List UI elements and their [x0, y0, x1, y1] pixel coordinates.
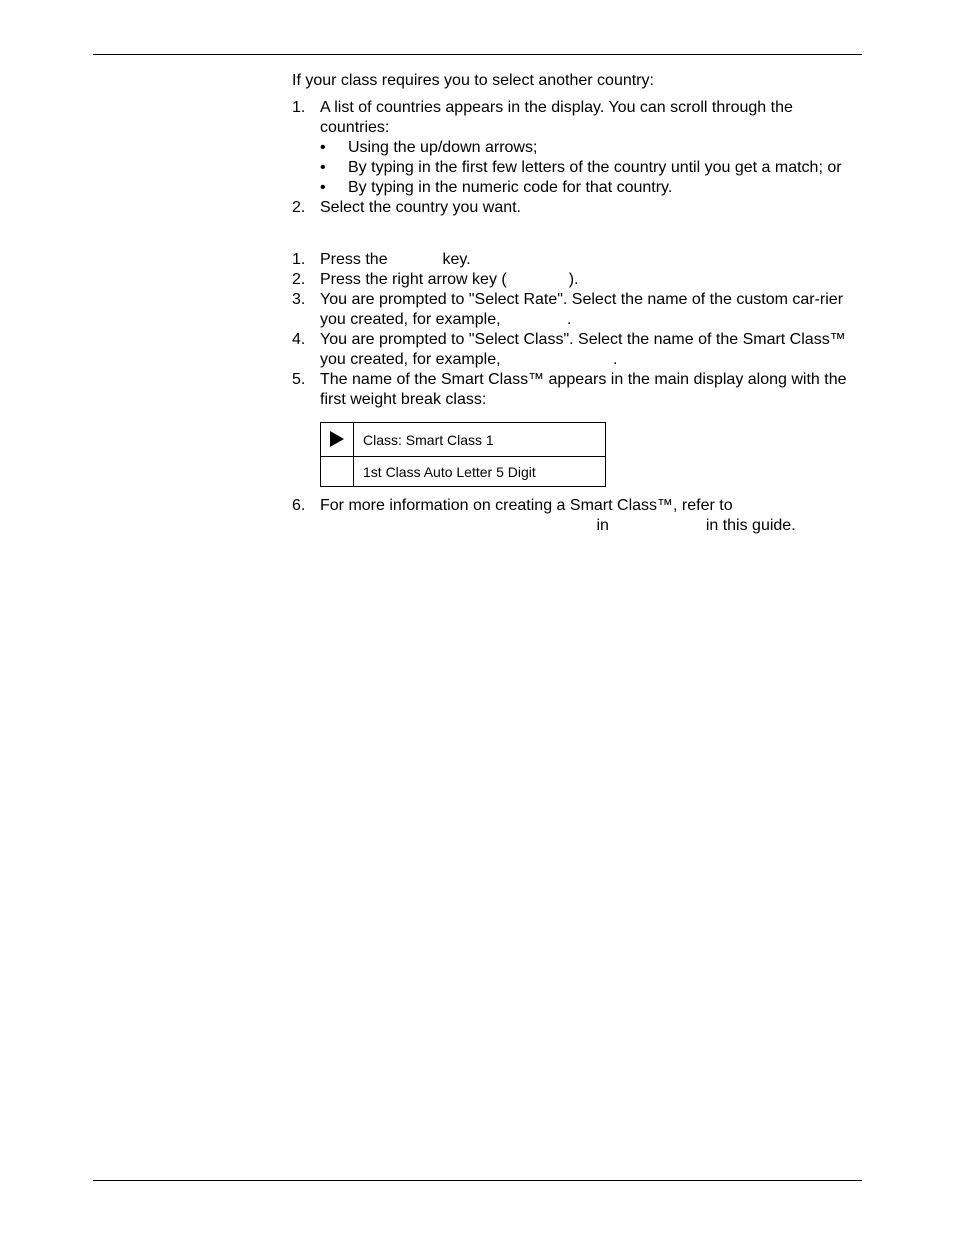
step-text: Press the right arrow key (: [320, 271, 507, 288]
step-text: Select the country you want.: [320, 199, 521, 216]
bullet-icon: •: [320, 159, 326, 176]
step-number: 1.: [292, 99, 306, 116]
selector-cell: [321, 423, 354, 457]
document-body: [292, 71, 862, 536]
header-rule: [93, 54, 862, 55]
step-text: A list of countries appears in the display. You can scroll through the countries:: [320, 99, 793, 136]
list-item: [292, 370, 862, 487]
bullet-icon: •: [320, 179, 326, 196]
step-text: Press the: [320, 251, 388, 268]
step-text: .: [613, 351, 618, 368]
step-text: You are prompted to "Select Class". Select the name of the Smart Class™ you created, for example,: [320, 331, 846, 368]
list-item: [320, 178, 862, 198]
step-text: You are prompted to "Select Rate". Select the name of the custom car-rier you created, for example,: [320, 291, 844, 328]
step-number: 1.: [292, 251, 306, 268]
step-text: The name of the Smart Class™ appears in the main display along with the first weight break class:: [320, 371, 847, 408]
step-text: For more information on creating a Smart Class™, refer to: [320, 497, 733, 514]
step-number: 2.: [292, 271, 306, 288]
step-text: ).: [568, 271, 579, 288]
step-number: 3.: [292, 291, 306, 308]
main-display-table: [320, 422, 606, 487]
right-pointer-icon: [330, 431, 344, 447]
list-item: [292, 250, 862, 270]
bullet-text: Using the up/down arrows;: [348, 139, 538, 156]
step-number: 6.: [292, 497, 306, 514]
list-item: [292, 330, 862, 370]
section-gap: [292, 218, 862, 250]
table-row: [321, 423, 606, 457]
list-item: [320, 138, 862, 158]
step-text: in this guide.: [705, 517, 796, 534]
bullet-icon: •: [320, 139, 326, 156]
scroll-methods: [320, 138, 862, 198]
intro-paragraph: If your class requires you to select another country:: [292, 72, 654, 89]
list-item: [292, 198, 862, 218]
step-number: 2.: [292, 199, 306, 216]
smart-class-steps: [292, 250, 862, 536]
table-row: [321, 457, 606, 487]
country-steps: [292, 98, 862, 218]
list-item: [292, 496, 862, 536]
weight-class-cell: 1st Class Auto Letter 5 Digit: [354, 457, 606, 487]
footer-rule: [93, 1180, 862, 1181]
step-text: .: [567, 311, 572, 328]
step-number: 4.: [292, 331, 306, 348]
list-item: [292, 290, 862, 330]
list-item: [292, 270, 862, 290]
step-number: 5.: [292, 371, 306, 388]
list-item: [320, 158, 862, 178]
class-name-cell: Class: Smart Class 1: [354, 423, 606, 457]
bullet-text: By typing in the first few letters of the country until you get a match; or: [348, 159, 842, 176]
step-text: key.: [442, 251, 471, 268]
list-item: [292, 98, 862, 198]
step-text: in: [596, 517, 609, 534]
bullet-text: By typing in the numeric code for that country.: [348, 179, 673, 196]
empty-cell: [321, 457, 354, 487]
